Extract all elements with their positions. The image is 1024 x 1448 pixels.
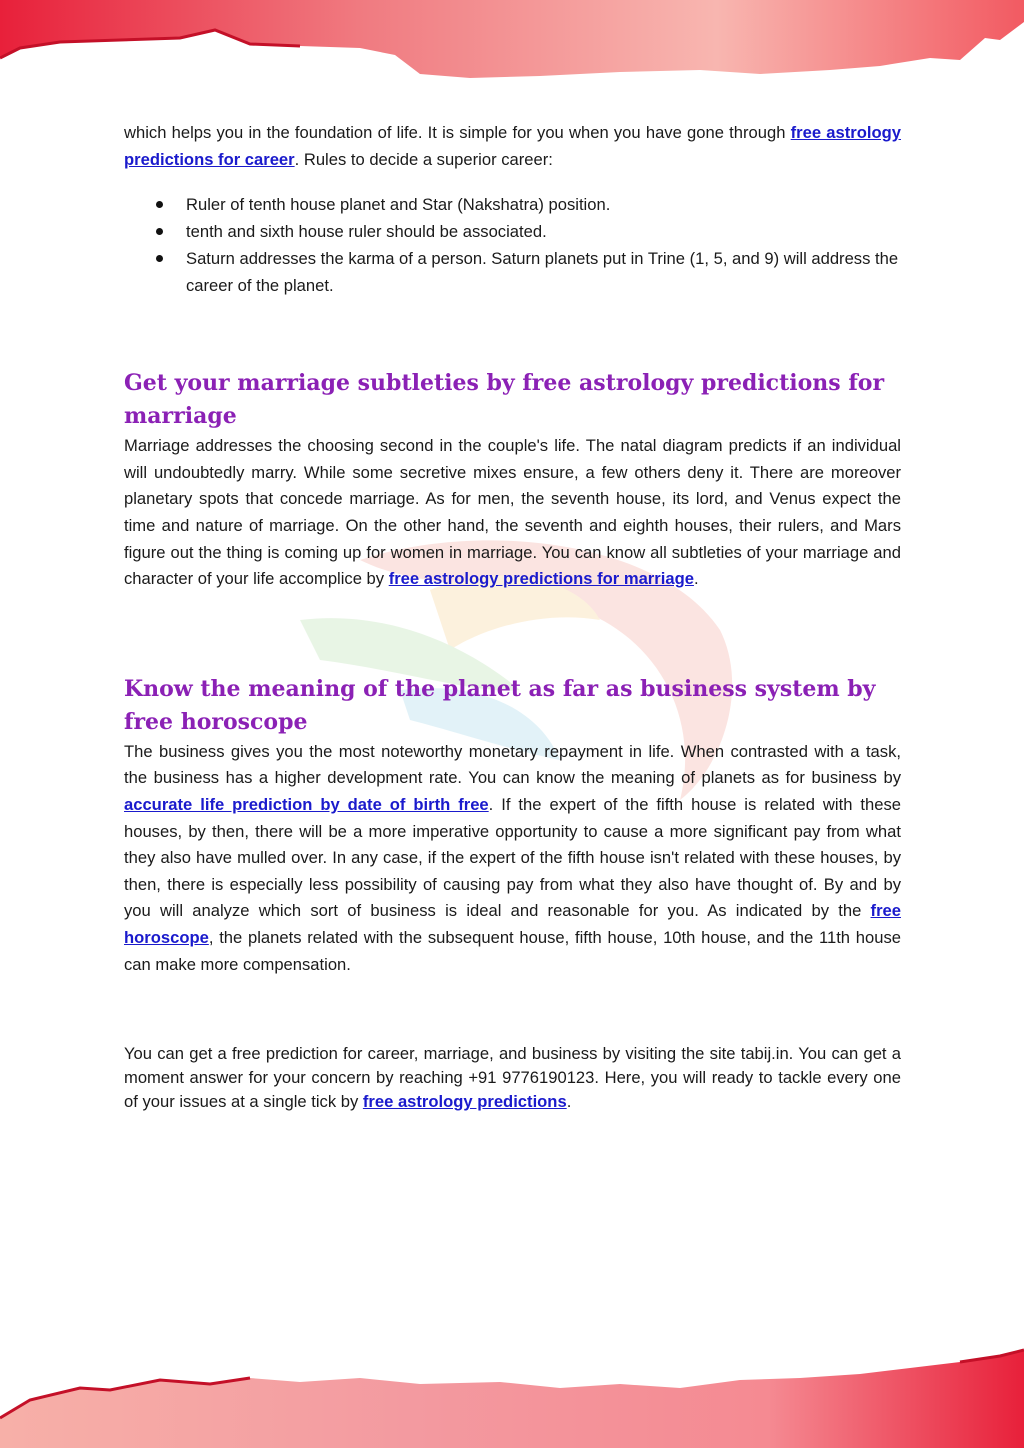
intro-text-before: which helps you in the foundation of life. It is simple for you when you have gone through: [124, 123, 791, 142]
list-item: Saturn addresses the karma of a person. Saturn planets put in Trine (1, 5, and 9) will address the career of the planet.: [124, 245, 901, 299]
life-prediction-link[interactable]: accurate life prediction by date of birth free: [124, 794, 489, 814]
career-rules-list: [124, 191, 901, 299]
business-paragraph: [124, 739, 901, 978]
marriage-text: Marriage addresses the choosing second in the couple's life. The natal diagram predicts if an individual will undoubtedly marry. While some secretive mixes ensure, a few others deny it. There are moreover planetary spots that concede marriage. As for men, the seventh house, its lord, and Venus expect the time and nature of marriage. On the other hand, the seventh and eighth houses, their rulers, and Mars figure out the thing is coming up for women in marriage. You can know all subtleties of your marriage and character of your life accomplice by: [124, 436, 901, 589]
intro-text-after: . Rules to decide a superior career:: [294, 149, 553, 169]
intro-paragraph: [124, 120, 901, 173]
career-prediction-link[interactable]: free astrology predictions for career: [124, 123, 901, 169]
free-horoscope-link[interactable]: free horoscope: [124, 901, 901, 947]
marriage-heading: Get your marriage subtleties by free astrology predictions for marriage: [124, 370, 885, 430]
marriage-text-end: .: [693, 569, 699, 589]
business-text-2: . If the expert of the fifth house is related with these houses, by then, there will be a more imperative opportunity to cause a more significant pay from what they also have mulled over. In any case, if the expert of the fifth house isn't related with these houses, by then, there is especially less possibility of causing pay from what they also have thought of. By and by you will analyze which sort of business is ideal and reasonable for you. As indicated by the: [124, 794, 902, 921]
free-predictions-link[interactable]: free astrology predictions: [362, 1092, 567, 1112]
bottom-torn-paper-banner: [0, 1338, 1024, 1448]
business-heading: Know the meaning of the planet as far as business system by free horoscope: [124, 675, 876, 735]
business-text-1: The business gives you the most noteworthy monetary repayment in life. When contrasted with a task, the business has a higher development rate. You can know the meaning of planets as for business by: [124, 741, 901, 788]
document-body: [124, 120, 901, 1114]
marriage-paragraph: [124, 433, 901, 593]
marriage-prediction-link[interactable]: free astrology predictions for marriage: [388, 569, 694, 589]
closing-paragraph: [124, 1042, 901, 1114]
top-torn-paper-banner: [0, 0, 1024, 100]
closing-text-end: .: [566, 1092, 572, 1112]
business-text-3: , the planets related with the subsequent house, fifth house, 10th house, and the 11th house can make more compensation.: [124, 927, 901, 974]
list-item: tenth and sixth house ruler should be associated.: [124, 218, 901, 245]
closing-text: You can get a free prediction for career, marriage, and business by visiting the site tabij.in. You can get a moment answer for your concern by reaching +91 9776190123. Here, you will ready to tackle every one of your issues at a single tick by: [124, 1044, 901, 1112]
list-item: Ruler of tenth house planet and Star (Nakshatra) position.: [124, 191, 901, 218]
